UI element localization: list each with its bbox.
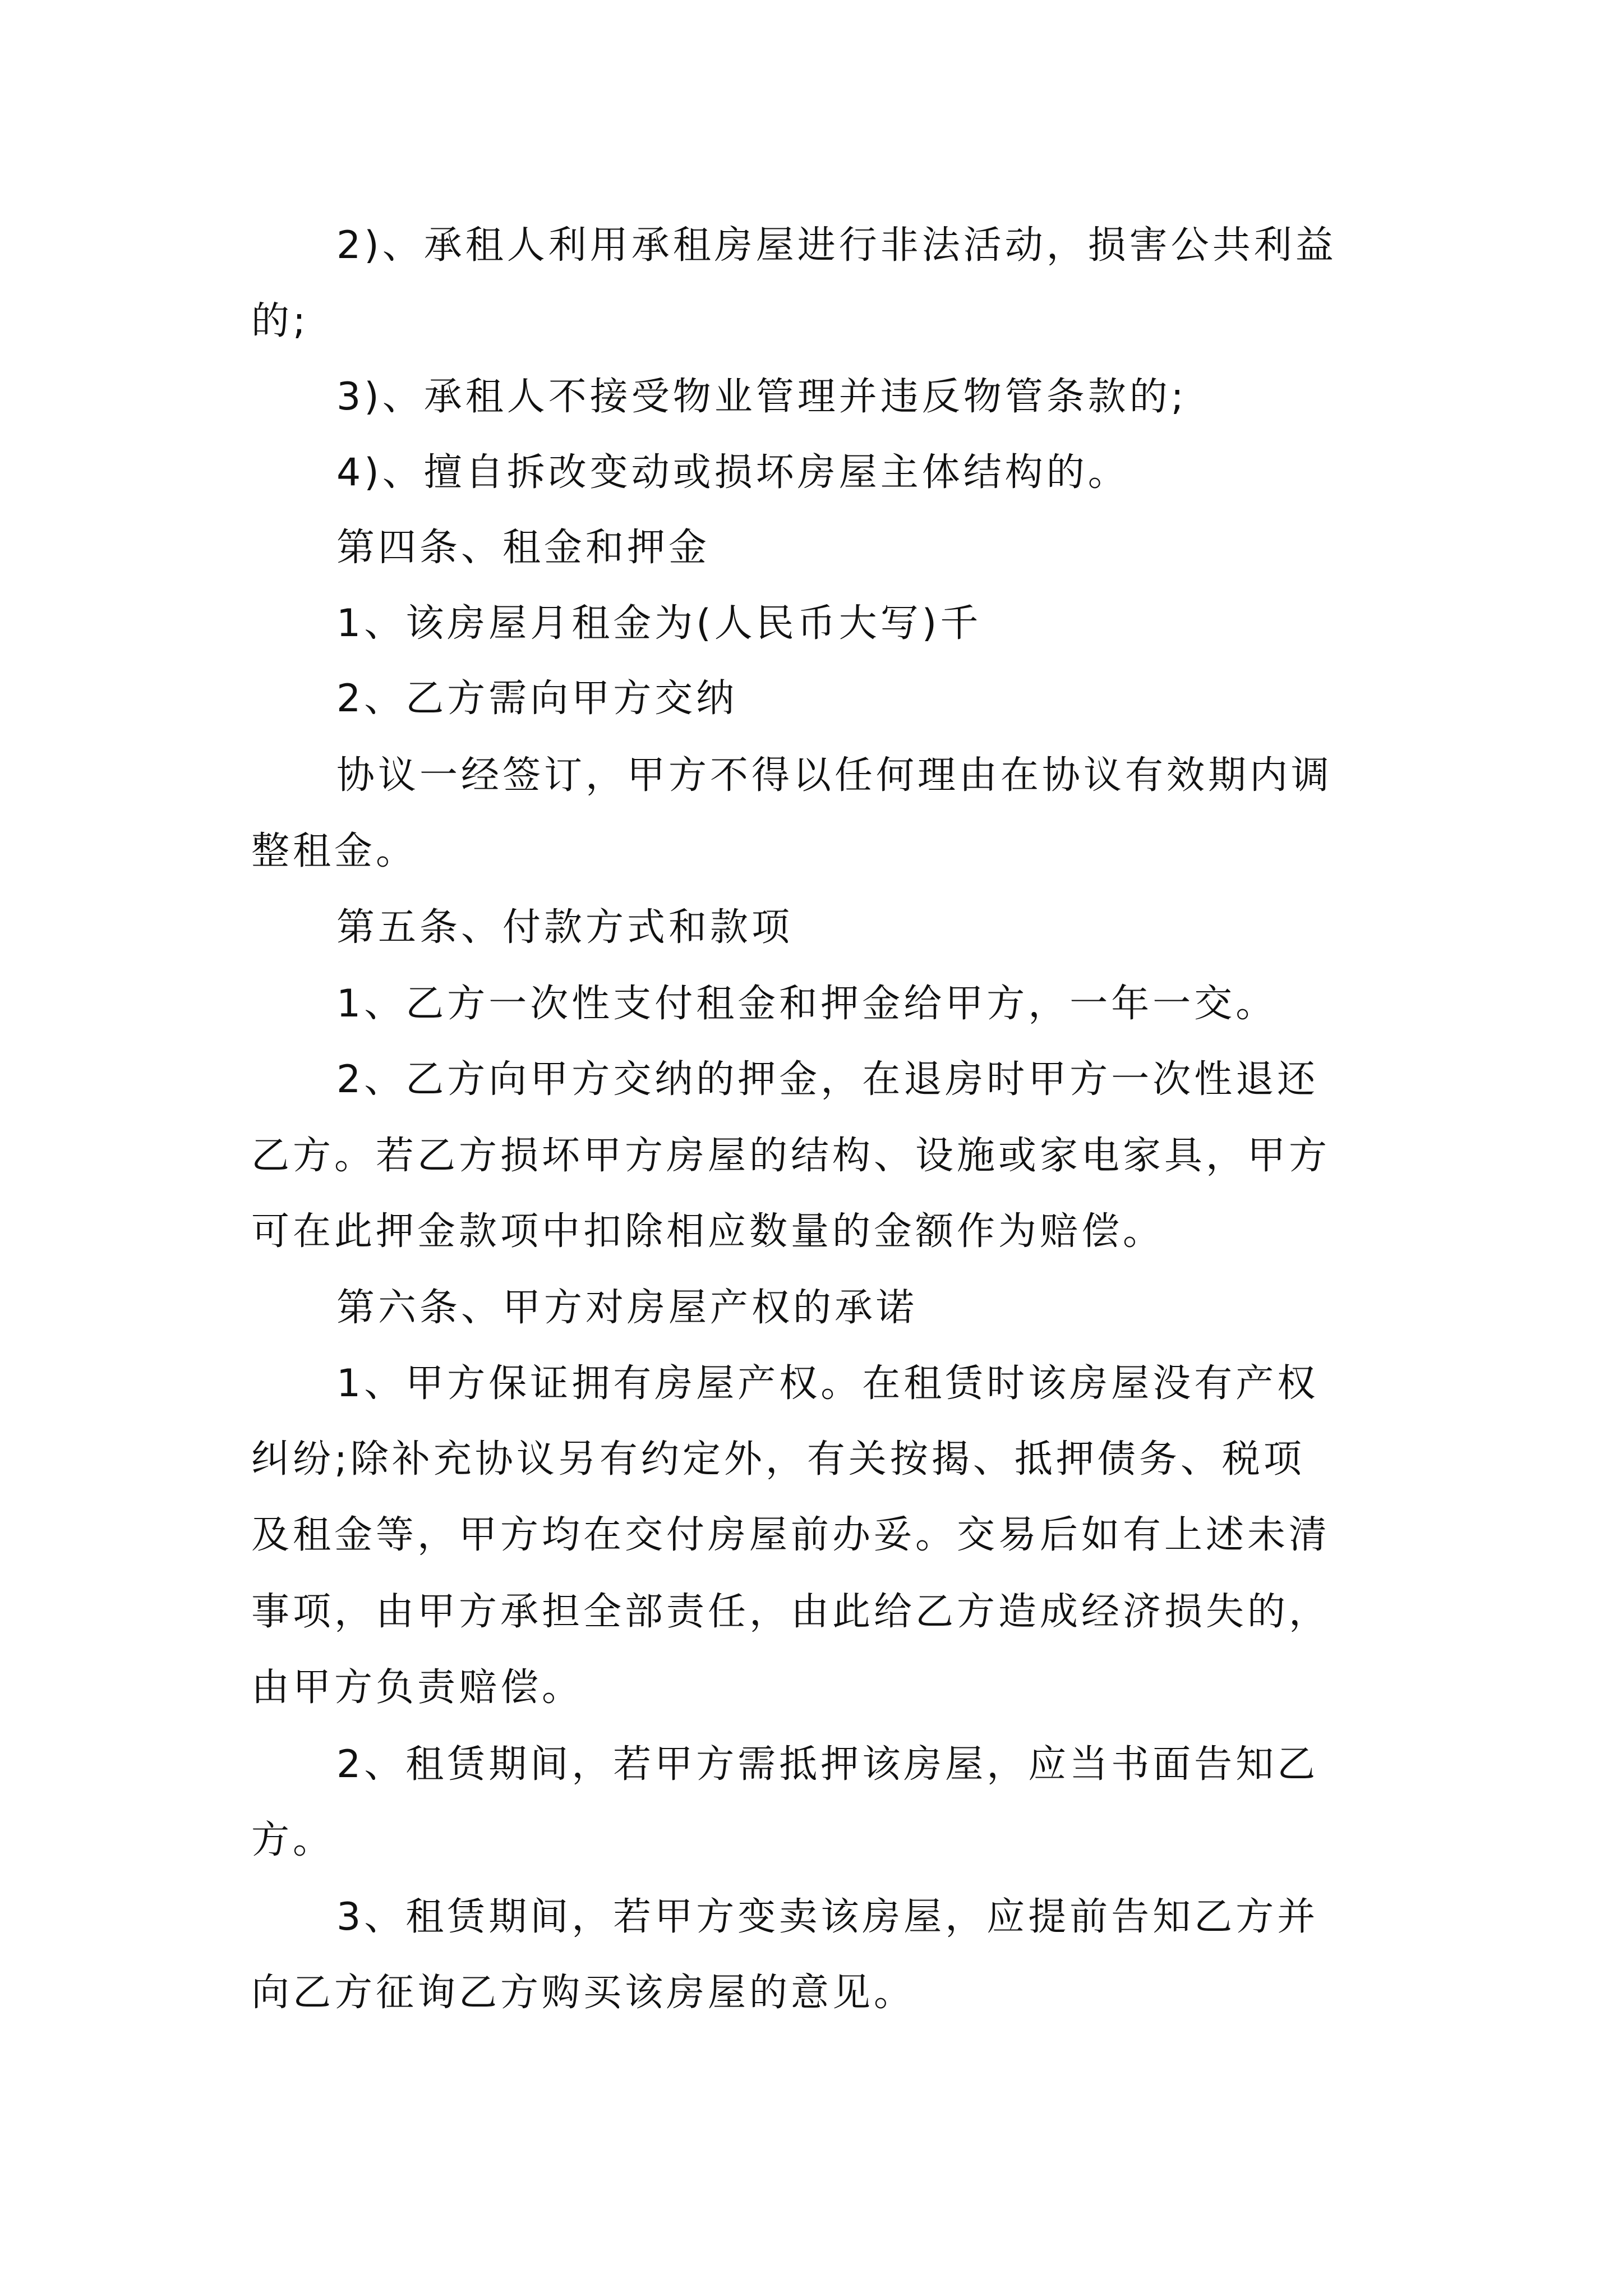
text-line: 3、租赁期间，若甲方变卖该房屋，应提前告知乙方并: [336, 1895, 1319, 1939]
text-line: 1、甲方保证拥有房屋产权。在租赁时该房屋没有产权: [336, 1361, 1319, 1406]
text-line: 2、乙方需向甲方交纳: [336, 677, 738, 721]
text-line: 2、租赁期间，若甲方需抵押该房屋，应当书面告知乙: [336, 1742, 1319, 1787]
text-line: 4)、擅自拆改变动或损坏房屋主体结构的。: [336, 450, 1129, 495]
text-line: 事项，由甲方承担全部责任，由此给乙方造成经济损失的，: [251, 1590, 1331, 1634]
text-line: 由甲方负责赔偿。: [251, 1665, 584, 1710]
text-line: 2、乙方向甲方交纳的押金，在退房时甲方一次性退还: [336, 1057, 1319, 1102]
text-line: 的;: [251, 299, 309, 343]
text-line: 3)、承租人不接受物业管理并违反物管条款的;: [336, 375, 1187, 419]
text-line: 2)、承租人利用承租房屋进行非法活动，损害公共利益: [336, 223, 1337, 268]
section-heading: 第六条、甲方对房屋产权的承诺: [336, 1286, 918, 1330]
text-line: 向乙方征询乙方购买该房屋的意见。: [251, 1971, 916, 2015]
text-line: 协议一经签订，甲方不得以任何理由在协议有效期内调: [336, 753, 1333, 798]
text-line: 整租金。: [251, 829, 418, 873]
text-line: 及租金等，甲方均在交付房屋前办妥。交易后如有上述未清: [251, 1513, 1331, 1557]
section-heading: 第四条、租金和押金: [336, 526, 711, 570]
text-line: 乙方。若乙方损坏甲方房屋的结构、设施或家电家具，甲方: [251, 1134, 1331, 1178]
text-line: 方。: [251, 1818, 335, 1862]
text-line: 可在此押金款项中扣除相应数量的金额作为赔偿。: [251, 1209, 1165, 1254]
section-heading: 第五条、付款方式和款项: [336, 905, 794, 950]
text-line: 1、乙方一次性支付租金和押金给甲方，一年一交。: [336, 982, 1278, 1026]
text-line: 纠纷;除补充协议另有约定外，有关按揭、抵押债务、税项: [251, 1437, 1305, 1481]
text-line: 1、该房屋月租金为(人民币大写)千: [336, 601, 982, 646]
